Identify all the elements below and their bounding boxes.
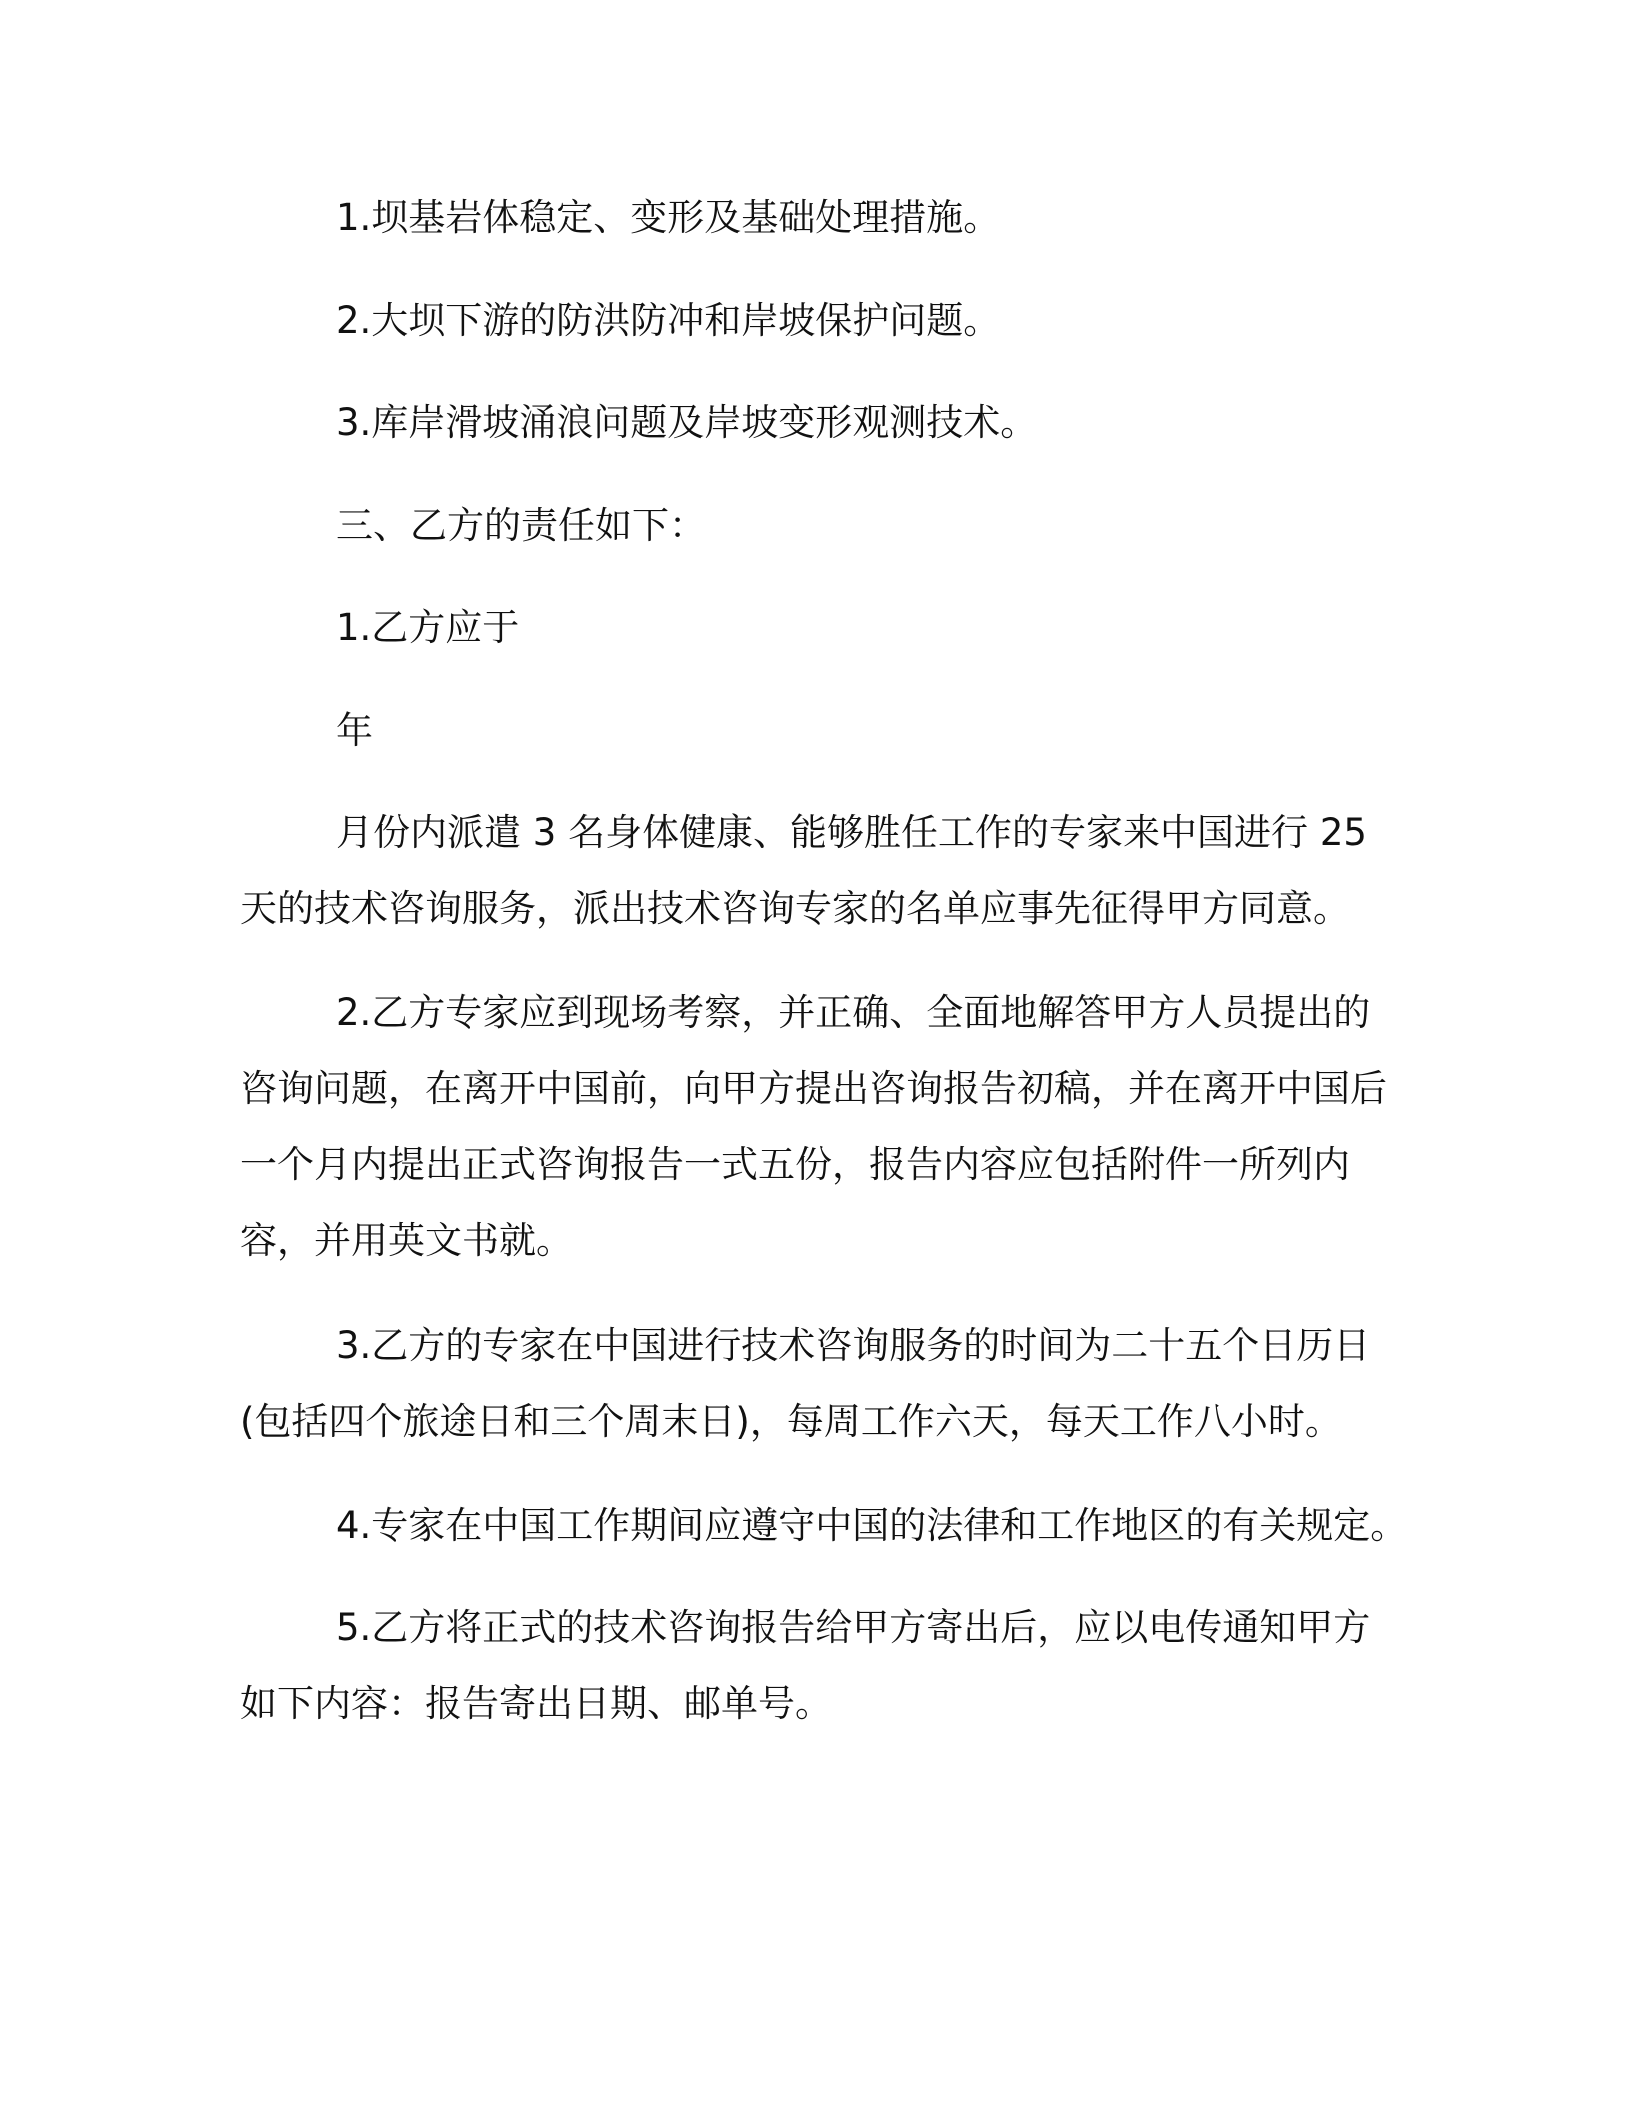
paragraph-item-2: 2.大坝下游的防洪防冲和岸坡保护问题。 [336, 299, 1001, 342]
paragraph-year: 年 [336, 709, 373, 752]
paragraph-item-1: 1.坝基岩体稳定、变形及基础处理措施。 [336, 196, 1001, 239]
section-heading: 三、乙方的责任如下： [336, 504, 706, 547]
paragraph-item-7: 3.乙方的专家在中国进行技术咨询服务的时间为二十五个日历日(包括四个旅途日和三个周末日)，每周工作六天，每天工作八小时。 [240, 1324, 1371, 1443]
paragraph-item-9: 5.乙方将正式的技术咨询报告给甲方寄出后，应以电传通知甲方如下内容：报告寄出日期、邮单号。 [240, 1606, 1371, 1725]
paragraph-item-8: 4.专家在中国工作期间应遵守中国的法律和工作地区的有关规定。 [336, 1504, 1408, 1547]
paragraph-item-6: 2.乙方专家应到现场考察，并正确、全面地解答甲方人员提出的咨询问题，在离开中国前，向甲方提出咨询报告初稿，并在离开中国后一个月内提出正式咨询报告一式五份，报告内容应包括附件一所列内容，并用英文书就。 [240, 991, 1387, 1262]
paragraph-item-3: 3.库岸滑坡涌浪问题及岸坡变形观测技术。 [336, 401, 1038, 444]
paragraph-item-5: 月份内派遣 3 名身体健康、能够胜任工作的专家来中国进行 25 天的技术咨询服务，派出技术咨询专家的名单应事先征得甲方同意。 [240, 811, 1367, 930]
paragraph-item-4: 1.乙方应于 [336, 606, 520, 649]
